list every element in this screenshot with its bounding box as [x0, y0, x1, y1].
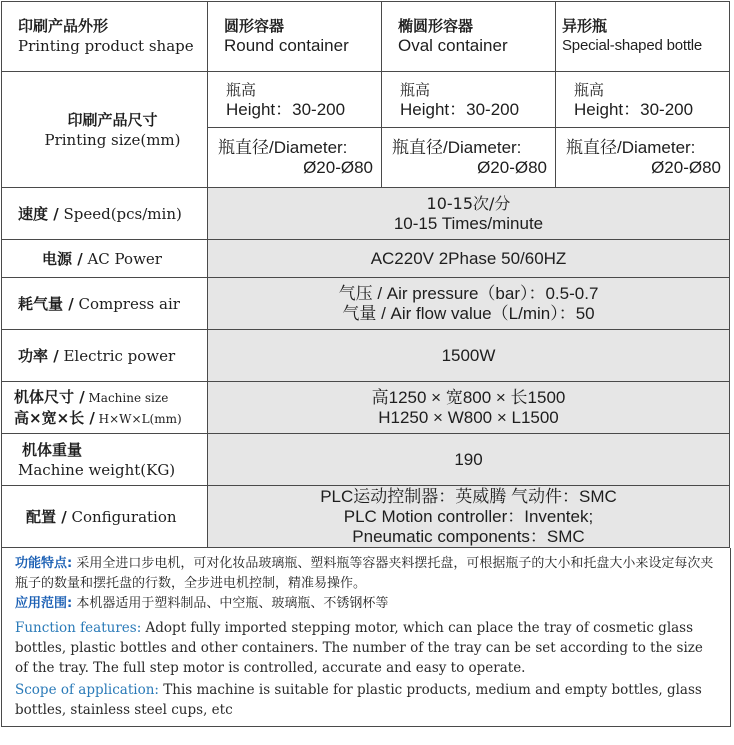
oval-height-cell — [382, 72, 556, 128]
air-value — [208, 278, 730, 330]
round-height-cell — [208, 72, 382, 128]
diameter-value: Ø20-Ø80 — [477, 157, 547, 177]
printing-size-en: Printing size(mm) — [44, 130, 181, 149]
air-flow: 气量 / Air flow value（L/min）：50 — [342, 303, 595, 323]
config-label — [2, 486, 208, 548]
diameter-value: Ø20-Ø80 — [651, 157, 721, 177]
scope-en-label: Scope of application: — [15, 682, 159, 698]
special-bottle-zh: 异形瓶 — [562, 17, 608, 35]
machine-size-value — [208, 382, 730, 434]
hwl-zh: 高×宽×长 / — [14, 408, 95, 427]
round-container-zh: 圆形容器 — [224, 17, 285, 35]
scope-en-text: This machine is suitable for plastic products, medium and empty bottles, glass bottles, stainless steel cups, etc — [15, 682, 702, 718]
weight-label-en: Machine weight(KG) — [18, 460, 176, 479]
oval-container-cell — [382, 2, 556, 72]
machine-size-zh-value: 高1250 × 宽800 × 长1500 — [371, 387, 566, 407]
air-pressure: 气压 / Air pressure（bar）：0.5-0.7 — [338, 283, 599, 303]
config-value — [208, 486, 730, 548]
features-en-label: Function features: — [15, 620, 142, 636]
machine-size-en: Machine size — [84, 390, 169, 405]
diameter-value: Ø20-Ø80 — [303, 157, 373, 177]
config-line-3: Pneumatic components：SMC — [352, 526, 585, 546]
shape-label-en: Printing product shape — [18, 37, 194, 55]
features-en — [15, 618, 720, 678]
shape-label-zh: 印刷产品外形 — [18, 17, 109, 35]
printing-size-zh: 印刷产品尺寸 — [67, 110, 158, 129]
shape-row — [2, 2, 730, 72]
weight-row — [2, 434, 730, 486]
scope-zh — [15, 594, 720, 614]
oval-container-en: Oval container — [398, 36, 508, 55]
height-value: Height：30-200 — [226, 99, 346, 119]
air-row — [2, 278, 730, 330]
power-label — [2, 240, 208, 278]
size-height-row — [2, 72, 730, 128]
power-label-en: AC Power — [82, 249, 162, 268]
features-zh — [15, 554, 720, 594]
diameter-label: 瓶直径/Diameter: — [566, 137, 696, 157]
air-label-zh: 耗气量 / — [18, 294, 74, 313]
features-zh-label: 功能特点: — [15, 556, 73, 571]
spec-table — [1, 1, 730, 548]
machine-size-en-value: H1250 × W800 × L1500 — [378, 407, 559, 427]
electric-label — [2, 330, 208, 382]
features-en-text: Adopt fully imported stepping motor, which can place the tray of cosmetic glass bottles, plastic bottles and other containers. The number of the tray can be set according to the size of the tray. The full step motor is controlled, accurate and easy to operate. — [15, 620, 703, 676]
speed-value-en: 10-15 Times/minute — [393, 213, 544, 233]
height-zh: 瓶高 — [574, 80, 605, 99]
air-label-en: Compress air — [73, 294, 180, 313]
machine-size-label — [2, 382, 208, 434]
hwl-en: H×W×L(mm) — [94, 411, 182, 426]
config-row — [2, 486, 730, 548]
shape-label-cell — [2, 2, 208, 72]
height-value: Height：30-200 — [400, 99, 520, 119]
features-zh-text: 采用全进口步电机，可对化妆品玻璃瓶、塑料瓶等容器夹料摆托盘，可根据瓶子的大小和托盘大小来设定每次夹瓶子的数量和摆托盘的行数，全步进电机控制，精准易操作。 — [15, 556, 714, 591]
speed-label — [2, 188, 208, 240]
speed-label-zh: 速度 / — [18, 204, 59, 223]
scope-zh-label: 应用范围: — [15, 596, 73, 611]
weight-label-zh: 机体重量 — [22, 440, 83, 459]
machine-size-zh: 机体尺寸 / — [14, 387, 85, 406]
power-value: AC220V 2Phase 50/60HZ — [208, 240, 730, 278]
machine-size-row — [2, 382, 730, 434]
round-container-cell — [208, 2, 382, 72]
config-label-zh: 配置 / — [26, 507, 67, 526]
notes-box — [1, 548, 731, 727]
speed-value-zh: 10-15次/分 — [426, 193, 511, 213]
air-label — [2, 278, 208, 330]
config-label-en: Configuration — [66, 507, 177, 526]
electric-label-zh: 功率 / — [18, 346, 59, 365]
spec-sheet — [1, 1, 729, 727]
scope-zh-text: 本机器适用于塑料制品、中空瓶、玻璃瓶、不锈钢杯等 — [72, 596, 389, 611]
oval-diameter-cell — [382, 128, 556, 188]
printing-size-label — [2, 72, 208, 188]
weight-label — [2, 434, 208, 486]
diameter-label: 瓶直径/Diameter: — [218, 137, 348, 157]
electric-row — [2, 330, 730, 382]
scope-en — [15, 680, 720, 720]
height-zh: 瓶高 — [400, 80, 431, 99]
special-diameter-cell — [556, 128, 730, 188]
power-label-zh: 电源 / — [42, 249, 83, 268]
special-bottle-cell — [556, 2, 730, 72]
speed-value — [208, 188, 730, 240]
diameter-label: 瓶直径/Diameter: — [392, 137, 522, 157]
speed-row — [2, 188, 730, 240]
config-line-2: PLC Motion controller：Inventek; — [343, 506, 594, 526]
round-container-en: Round container — [224, 36, 349, 55]
config-line-1: PLC运动控制器：英威腾 气动件：SMC — [320, 486, 617, 506]
height-value: Height：30-200 — [574, 99, 694, 119]
weight-value: 190 — [208, 434, 730, 486]
special-height-cell — [556, 72, 730, 128]
power-row — [2, 240, 730, 278]
electric-label-en: Electric power — [58, 346, 176, 365]
height-zh: 瓶高 — [226, 80, 257, 99]
oval-container-zh: 椭圆形容器 — [398, 17, 474, 35]
round-diameter-cell — [208, 128, 382, 188]
speed-label-en: Speed(pcs/min) — [58, 204, 182, 223]
special-bottle-en: Special-shaped bottle — [562, 37, 703, 54]
electric-value: 1500W — [208, 330, 730, 382]
